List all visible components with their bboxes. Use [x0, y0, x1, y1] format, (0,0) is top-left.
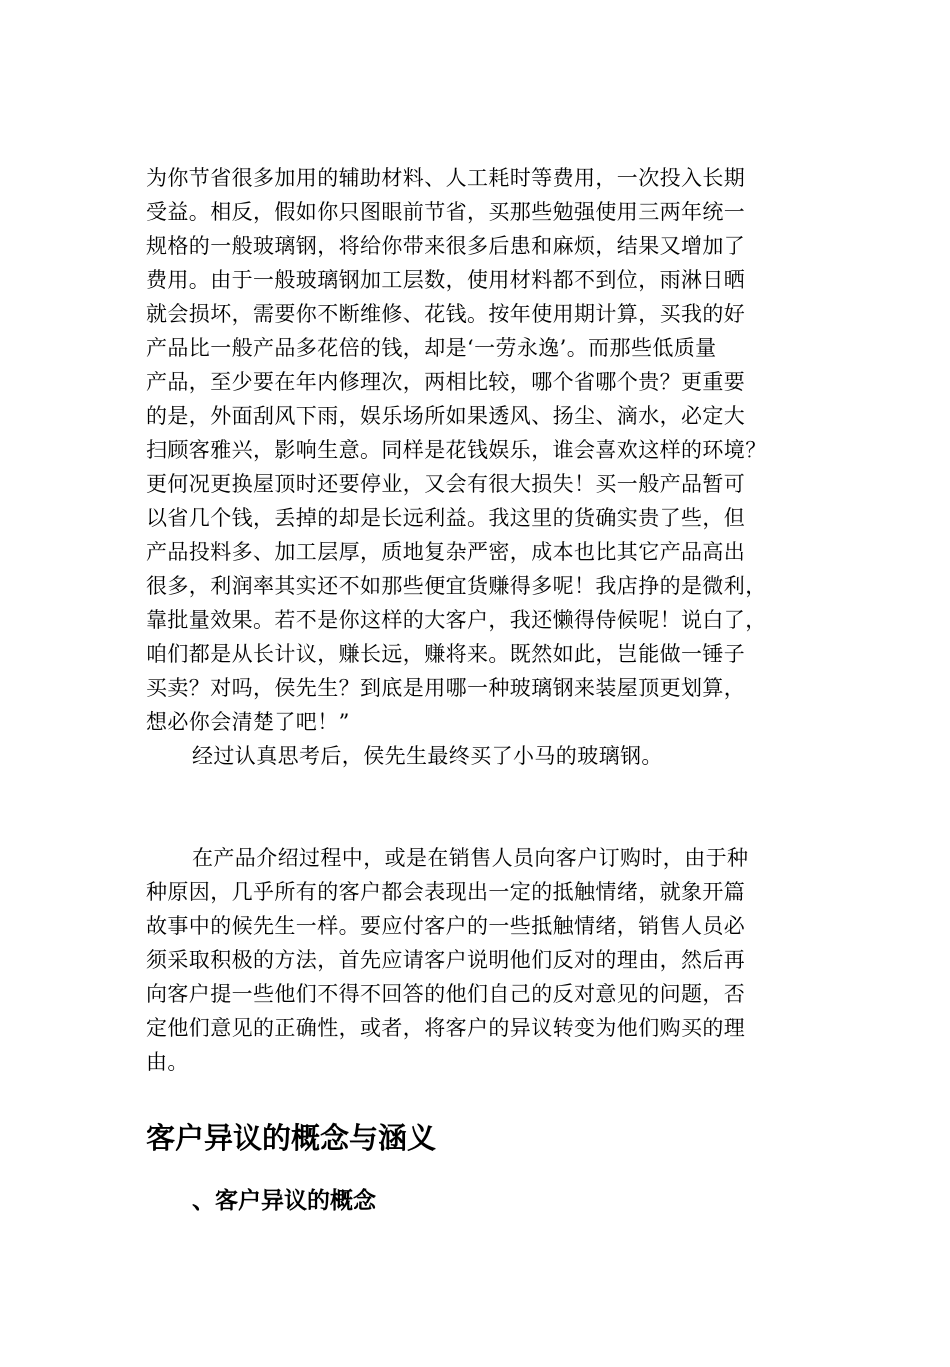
text-line: 定他们意见的正确性，或者，将客户的异议转变为他们购买的理 — [146, 1016, 746, 1040]
text-line: 须采取积极的方法，首先应请客户说明他们反对的理由，然后再 — [146, 948, 746, 972]
text-line: 买卖？对吗，侯先生？到底是用哪一种玻璃钢来装屋顶更划算， — [146, 676, 746, 700]
text-line: 靠批量效果。若不是你这样的大客户，我还懒得侍候呢！说白了， — [146, 608, 767, 632]
text-line: 产品比一般产品多花倍的钱，却是‘一劳永逸’。而那些低质量 — [146, 336, 717, 360]
text-line: 受益。相反，假如你只图眼前节省，买那些勉强使用三两年统一 — [146, 200, 746, 224]
text-line: 的是，外面刮风下雨，娱乐场所如果透风、扬尘、滴水，必定大 — [146, 404, 746, 428]
text-line: 在产品介绍过程中，或是在销售人员向客户订购时，由于种 — [192, 846, 749, 870]
text-line: 规格的一般玻璃钢，将给你带来很多后患和麻烦，结果又增加了 — [146, 234, 746, 258]
text-line: 种原因，几乎所有的客户都会表现出一定的抵触情绪，就象开篇 — [146, 880, 746, 904]
section-heading: 客户异议的概念与涵义 — [146, 1121, 437, 1155]
text-line: 以省几个钱，丢掉的却是长远利益。我这里的货确实贵了些，但 — [146, 506, 746, 530]
text-line: 更何况更换屋顶时还要停业，又会有很大损失！买一般产品暂可 — [146, 472, 746, 496]
text-line: 就会损坏，需要你不断维修、花钱。按年使用期计算，买我的好 — [146, 302, 746, 326]
text-line: 很多，利润率其实还不如那些便宜货赚得多呢！我店挣的是微利， — [146, 574, 767, 598]
text-line: 产品投料多、加工层厚，质地复杂严密，成本也比其它产品高出 — [146, 540, 746, 564]
text-line: 产品，至少要在年内修理次，两相比较，哪个省哪个贵？更重要 — [146, 370, 746, 394]
text-line: 由。 — [146, 1050, 189, 1074]
text-line: 故事中的候先生一样。要应付客户的一些抵触情绪，销售人员必 — [146, 914, 746, 938]
text-line: 想必你会清楚了吧！” — [146, 710, 350, 734]
body-paragraph-conclusion: 经过认真思考后，侯先生最终买了小马的玻璃钢。 — [192, 744, 663, 768]
text-line: 咱们都是从长计议，赚长远，赚将来。既然如此，岂能做一锤子 — [146, 642, 746, 666]
subsection-heading: 、客户异议的概念 — [192, 1188, 376, 1214]
text-line: 费用。由于一般玻璃钢加工层数，使用材料都不到位，雨淋日晒 — [146, 268, 746, 292]
text-line: 扫顾客雅兴，影响生意。同样是花钱娱乐，谁会喜欢这样的环境？ — [146, 438, 767, 462]
text-line: 向客户提一些他们不得不回答的他们自己的反对意见的问题，否 — [146, 982, 746, 1006]
text-line: 为你节省很多加用的辅助材料、人工耗时等费用，一次投入长期 — [146, 166, 746, 190]
